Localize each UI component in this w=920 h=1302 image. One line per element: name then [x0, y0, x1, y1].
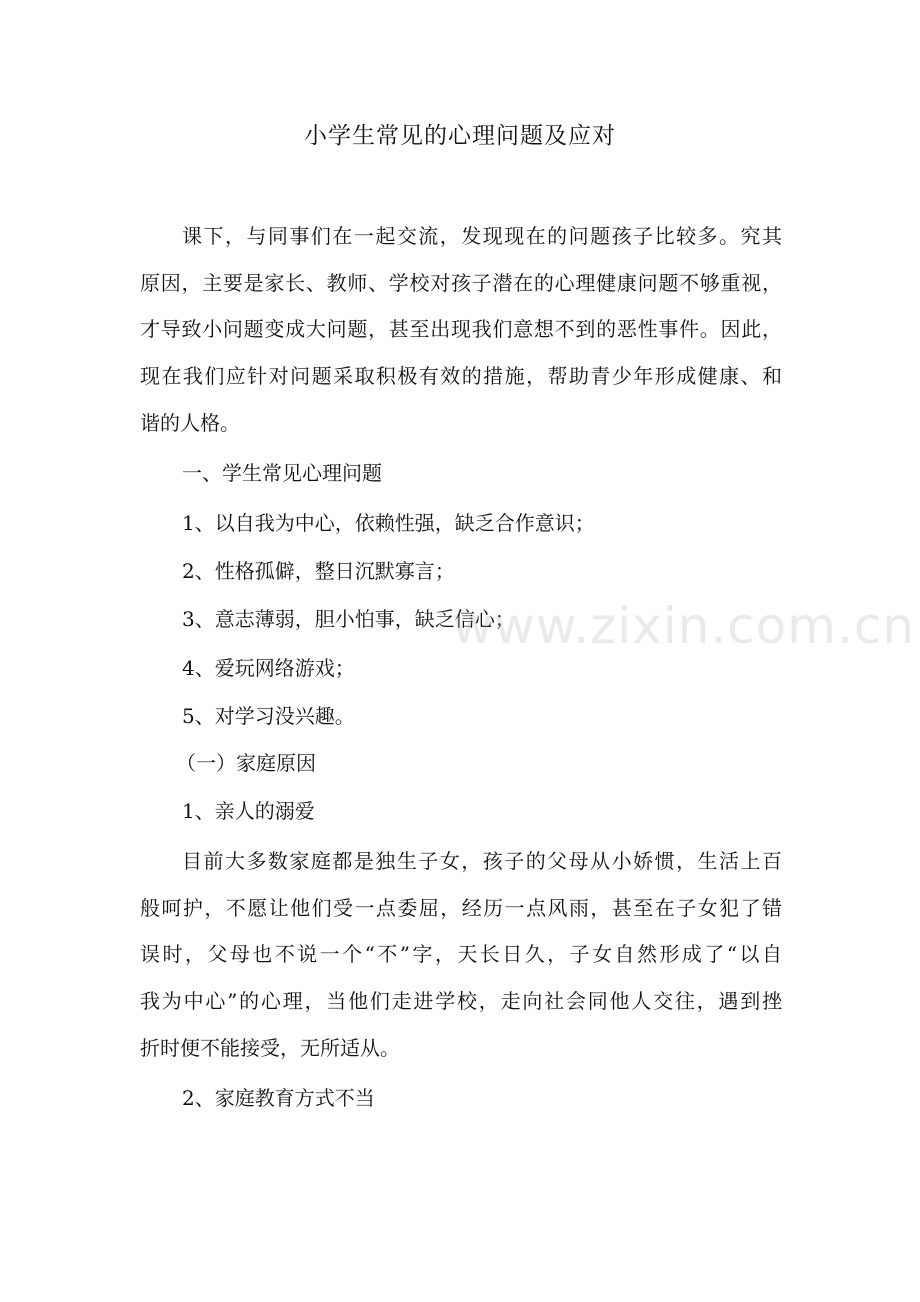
intro-line: 谐的人格。: [140, 411, 240, 435]
cause-heading: 1、亲人的溺爱: [182, 799, 315, 823]
intro-line: 才导致小问题变成大问题，甚至出现我们意想不到的恶性事件。因此，: [140, 317, 782, 341]
intro-line: 原因，主要是家长、教师、学校对孩子潜在的心理健康问题不够重视，: [140, 271, 782, 295]
watermark: www.zixin.com.cn: [452, 597, 916, 655]
paragraph-line: 目前大多数家庭都是独生子女，孩子的父母从小娇惯，生活上百: [182, 849, 782, 873]
paragraph-line: 误时，父母也不说一个“不”字，天长日久，子女自然形成了“以自: [140, 942, 782, 966]
intro-line: 课下，与同事们在一起交流，发现现在的问题孩子比较多。究其: [182, 224, 782, 248]
list-item: 3、意志薄弱，胆小怕事，缺乏信心；: [182, 607, 515, 631]
section-heading: 一、学生常见心理问题: [182, 461, 382, 485]
list-item: 2、性格孤僻，整日沉默寡言；: [182, 559, 455, 583]
paragraph-line: 般呵护，不愿让他们受一点委屈，经历一点风雨，甚至在子女犯了错: [140, 896, 782, 920]
cause-heading: 2、家庭教育方式不当: [182, 1086, 375, 1110]
list-item: 5、对学习没兴趣。: [182, 704, 355, 728]
document-title: 小学生常见的心理问题及应对: [304, 123, 616, 149]
subsection-heading: （一）家庭原因: [176, 751, 316, 775]
list-item: 4、爱玩网络游戏；: [182, 656, 355, 680]
paragraph-line: 折时便不能接受，无所适从。: [140, 1036, 400, 1060]
list-item: 1、以自我为中心，依赖性强，缺乏合作意识；: [182, 511, 595, 535]
paragraph-line: 我为中心”的心理，当他们走进学校，走向社会同他人交往，遇到挫: [140, 989, 782, 1013]
intro-line: 现在我们应针对问题采取积极有效的措施，帮助青少年形成健康、和: [140, 364, 782, 388]
